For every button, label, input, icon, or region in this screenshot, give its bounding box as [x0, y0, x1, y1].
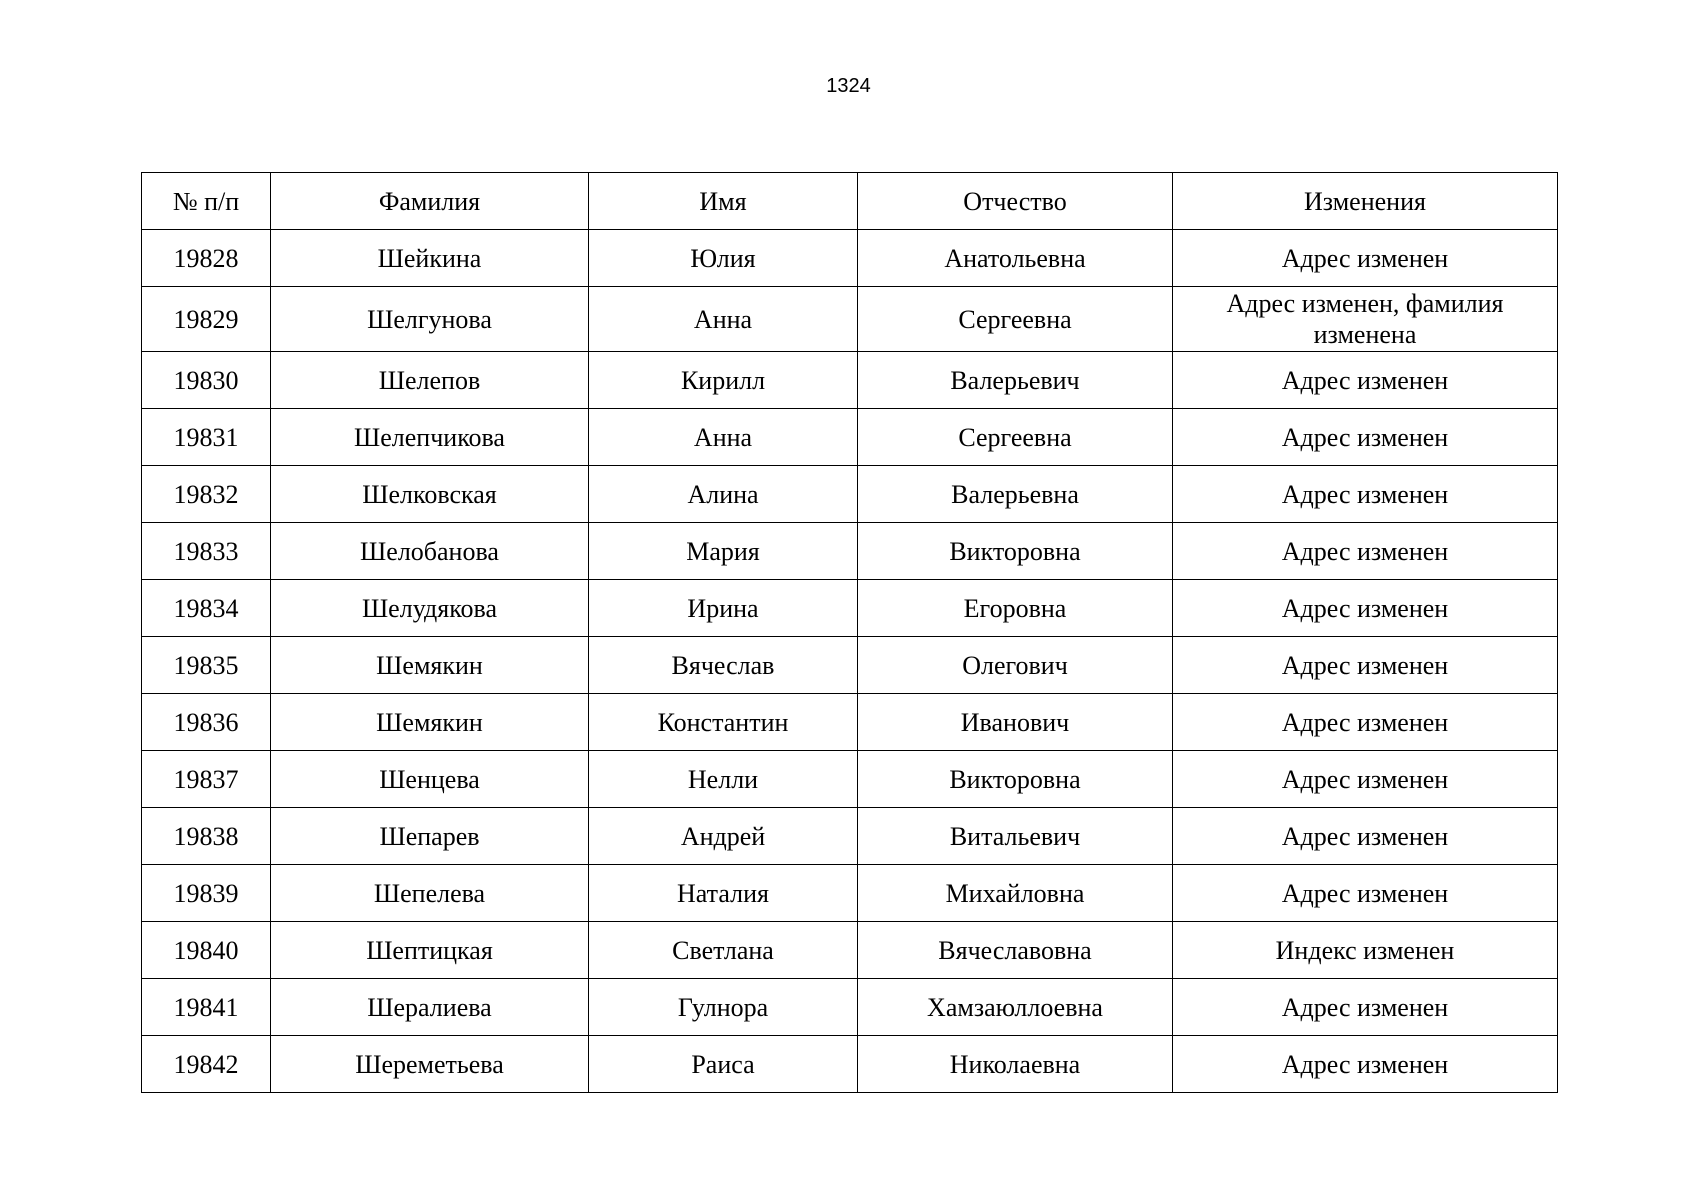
table-row — [142, 466, 1558, 523]
cell-changes: Адрес изменен — [1173, 352, 1558, 409]
table-row — [142, 352, 1558, 409]
cell-surname: Шепарев — [271, 808, 589, 865]
cell-surname: Шелгунова — [271, 287, 589, 352]
cell-surname: Шепелева — [271, 865, 589, 922]
cell-number: 19828 — [142, 230, 271, 287]
cell-changes: Адрес изменен — [1173, 409, 1558, 466]
table-body — [142, 230, 1558, 1093]
cell-changes: Адрес изменен — [1173, 637, 1558, 694]
cell-patronymic: Хамзаюллоевна — [858, 979, 1173, 1036]
header-surname: Фамилия — [271, 173, 589, 230]
cell-surname: Шемякин — [271, 637, 589, 694]
table-row — [142, 637, 1558, 694]
cell-surname: Шенцева — [271, 751, 589, 808]
table-header-row — [142, 173, 1558, 230]
cell-changes: Адрес изменен — [1173, 580, 1558, 637]
cell-number: 19833 — [142, 523, 271, 580]
cell-first-name: Вячеслав — [589, 637, 858, 694]
registry-table — [141, 172, 1558, 1093]
cell-first-name: Мария — [589, 523, 858, 580]
cell-first-name: Нелли — [589, 751, 858, 808]
cell-patronymic: Анатольевна — [858, 230, 1173, 287]
cell-changes: Адрес изменен — [1173, 751, 1558, 808]
header-first-name: Имя — [589, 173, 858, 230]
cell-patronymic: Егоровна — [858, 580, 1173, 637]
cell-number: 19839 — [142, 865, 271, 922]
cell-patronymic: Олегович — [858, 637, 1173, 694]
cell-changes: Адрес изменен — [1173, 1036, 1558, 1093]
table-row — [142, 751, 1558, 808]
cell-number: 19830 — [142, 352, 271, 409]
cell-patronymic: Иванович — [858, 694, 1173, 751]
cell-number: 19832 — [142, 466, 271, 523]
table-row — [142, 808, 1558, 865]
cell-patronymic: Николаевна — [858, 1036, 1173, 1093]
header-number: № п/п — [142, 173, 271, 230]
cell-first-name: Алина — [589, 466, 858, 523]
cell-patronymic: Михайловна — [858, 865, 1173, 922]
table-row — [142, 230, 1558, 287]
cell-patronymic: Сергеевна — [858, 409, 1173, 466]
page-number: 1324 — [826, 75, 871, 97]
table-row — [142, 409, 1558, 466]
table-row — [142, 580, 1558, 637]
cell-changes: Адрес изменен — [1173, 865, 1558, 922]
cell-first-name: Наталия — [589, 865, 858, 922]
cell-patronymic: Сергеевна — [858, 287, 1173, 352]
table-row — [142, 979, 1558, 1036]
cell-patronymic: Валерьевич — [858, 352, 1173, 409]
cell-surname: Шелепов — [271, 352, 589, 409]
cell-changes: Адрес изменен — [1173, 230, 1558, 287]
table-row — [142, 865, 1558, 922]
cell-first-name: Анна — [589, 409, 858, 466]
cell-surname: Шереметьева — [271, 1036, 589, 1093]
cell-number: 19842 — [142, 1036, 271, 1093]
cell-surname: Шелобанова — [271, 523, 589, 580]
cell-patronymic: Викторовна — [858, 523, 1173, 580]
cell-surname: Шемякин — [271, 694, 589, 751]
cell-first-name: Светлана — [589, 922, 858, 979]
header-changes: Изменения — [1173, 173, 1558, 230]
cell-number: 19831 — [142, 409, 271, 466]
cell-patronymic: Валерьевна — [858, 466, 1173, 523]
cell-number: 19837 — [142, 751, 271, 808]
table-row — [142, 1036, 1558, 1093]
cell-number: 19840 — [142, 922, 271, 979]
cell-first-name: Раиса — [589, 1036, 858, 1093]
cell-first-name: Анна — [589, 287, 858, 352]
cell-first-name: Ирина — [589, 580, 858, 637]
cell-changes: Адрес изменен, фамилия изменена — [1173, 287, 1558, 352]
cell-surname: Шералиева — [271, 979, 589, 1036]
cell-changes: Адрес изменен — [1173, 466, 1558, 523]
cell-number: 19836 — [142, 694, 271, 751]
cell-surname: Шелковская — [271, 466, 589, 523]
table-row — [142, 523, 1558, 580]
table-row — [142, 287, 1558, 352]
cell-changes: Адрес изменен — [1173, 979, 1558, 1036]
cell-number: 19834 — [142, 580, 271, 637]
cell-patronymic: Вячеславовна — [858, 922, 1173, 979]
cell-first-name: Андрей — [589, 808, 858, 865]
cell-surname: Шелепчикова — [271, 409, 589, 466]
cell-first-name: Константин — [589, 694, 858, 751]
cell-changes: Индекс изменен — [1173, 922, 1558, 979]
cell-number: 19829 — [142, 287, 271, 352]
cell-surname: Шейкина — [271, 230, 589, 287]
cell-number: 19835 — [142, 637, 271, 694]
cell-number: 19841 — [142, 979, 271, 1036]
cell-patronymic: Викторовна — [858, 751, 1173, 808]
cell-first-name: Кирилл — [589, 352, 858, 409]
cell-changes: Адрес изменен — [1173, 808, 1558, 865]
cell-patronymic: Витальевич — [858, 808, 1173, 865]
header-patronymic: Отчество — [858, 173, 1173, 230]
cell-surname: Шелудякова — [271, 580, 589, 637]
cell-first-name: Юлия — [589, 230, 858, 287]
cell-first-name: Гулнора — [589, 979, 858, 1036]
table-row — [142, 694, 1558, 751]
table-row — [142, 922, 1558, 979]
cell-surname: Шептицкая — [271, 922, 589, 979]
cell-changes: Адрес изменен — [1173, 694, 1558, 751]
cell-changes: Адрес изменен — [1173, 523, 1558, 580]
cell-number: 19838 — [142, 808, 271, 865]
